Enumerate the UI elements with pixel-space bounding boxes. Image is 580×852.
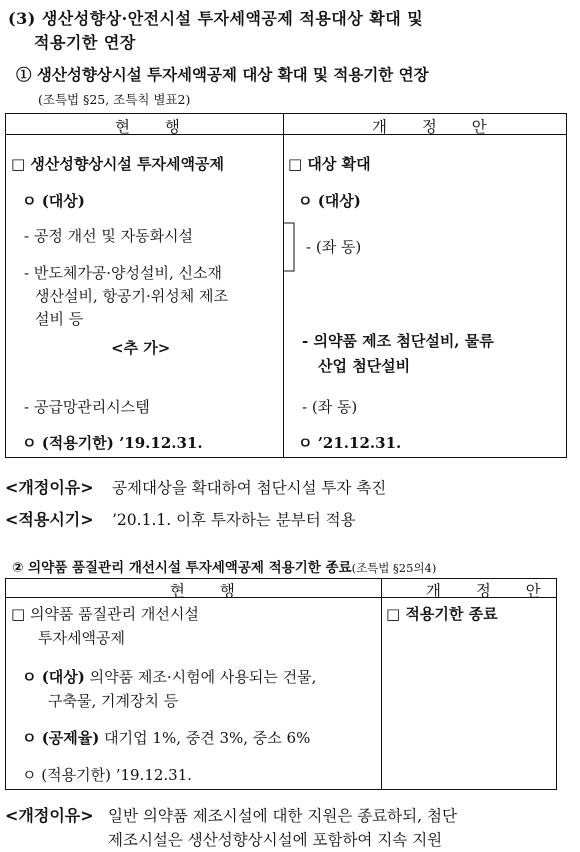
section-heading-line2: 적용기한 연장	[34, 33, 136, 52]
item2-title: ② 의약품 품질관리 개선시설 투자세액공제 적용기한 종료	[12, 560, 352, 576]
current-bullet-process: - 공정 개선 및 자동화시설	[24, 227, 194, 245]
current-target-label: ㅇ (대상)	[22, 192, 85, 210]
item2-reason-line1: 일반 의약품 제조시설에 대한 지원은 종료하되, 첨단	[108, 807, 457, 825]
current-bullet-semiconductor-line2: 생산설비, 항공기·위성체 제조	[35, 287, 228, 305]
bracket-icon	[284, 222, 296, 272]
current-bullet-semiconductor-line1: - 반도체가공·양성설비, 신소재	[24, 264, 223, 282]
item2-reason-label: <개정이유>	[5, 806, 94, 825]
t2-current-target-label: ㅇ (대상)	[22, 668, 85, 686]
current-box-title: □ 생산성향상시설 투자세액공제	[11, 155, 224, 173]
item1-effective-text: ’20.1.1. 이후 투자하는 분부터 적용	[112, 511, 356, 529]
table1-header-revised: 개 정 안	[372, 118, 502, 136]
current-period: ㅇ (적용기한) ’19.12.31.	[22, 434, 203, 452]
t2-current-box-title-line2: 투자세액공제	[38, 629, 125, 647]
current-bullet-scm: - 공급망관리시스템	[24, 398, 150, 416]
current-bullet-semiconductor-line3: 설비 등	[35, 310, 84, 328]
revised-same-1: - (좌 동)	[306, 238, 362, 256]
item2-ref: (조특법 §25의4)	[351, 561, 437, 575]
revised-box-title: □ 대상 확대	[288, 155, 371, 173]
table1-column-divider	[283, 113, 284, 458]
section-heading-line1: (3) 생산성향상·안전시설 투자세액공제 적용대상 확대 및	[8, 9, 424, 28]
revised-target-label: ㅇ (대상)	[298, 192, 361, 210]
item1-title: ① 생산성향상시설 투자세액공제 대상 확대 및 적용기한 연장	[16, 65, 429, 84]
item1-effective-label: <적용시기>	[5, 510, 94, 529]
item1-reason-text: 공제대상을 확대하여 첨단시설 투자 촉진	[112, 479, 387, 497]
table2-column-divider	[381, 578, 382, 790]
t2-current-target-line1	[22, 666, 316, 687]
table2-header-revised: 개 정 안	[426, 582, 556, 600]
t2-current-target-line2: 구축물, 기계장치 등	[48, 692, 179, 710]
item1-reason-label: <개정이유>	[5, 478, 94, 497]
item2-title-row	[12, 556, 436, 576]
item1-ref: (조특법 §25, 조특칙 별표2)	[38, 92, 191, 107]
table2-header-current: 현 행	[170, 582, 250, 600]
revised-new-item-line1: - 의약품 제조 첨단설비, 물류	[302, 332, 494, 350]
t2-current-rate	[22, 727, 310, 748]
item2-reason-line2: 제조시설은 생산성향상시설에 포함하여 지속 지원	[108, 831, 443, 849]
t2-current-box-title-line1: □ 의약품 품질관리 개선시설	[11, 605, 199, 623]
t2-current-period: ㅇ (적용기한) ’19.12.31.	[22, 766, 193, 784]
revised-new-item-line2: 산업 첨단설비	[318, 357, 411, 375]
current-add-placeholder: <추 가>	[111, 339, 171, 357]
t2-current-target-text: 의약품 제조·시험에 사용되는 건물,	[84, 668, 317, 686]
t2-current-rate-label: ㅇ (공제율)	[22, 729, 100, 747]
t2-current-rate-text: 대기업 1%, 중견 3%, 중소 6%	[99, 729, 311, 747]
revised-period: ㅇ ’21.12.31.	[298, 434, 402, 452]
table1-header-current: 현 행	[115, 118, 195, 136]
revised-same-2: - (좌 동)	[302, 398, 358, 416]
t2-revised-box-title: □ 적용기한 종료	[386, 605, 498, 623]
